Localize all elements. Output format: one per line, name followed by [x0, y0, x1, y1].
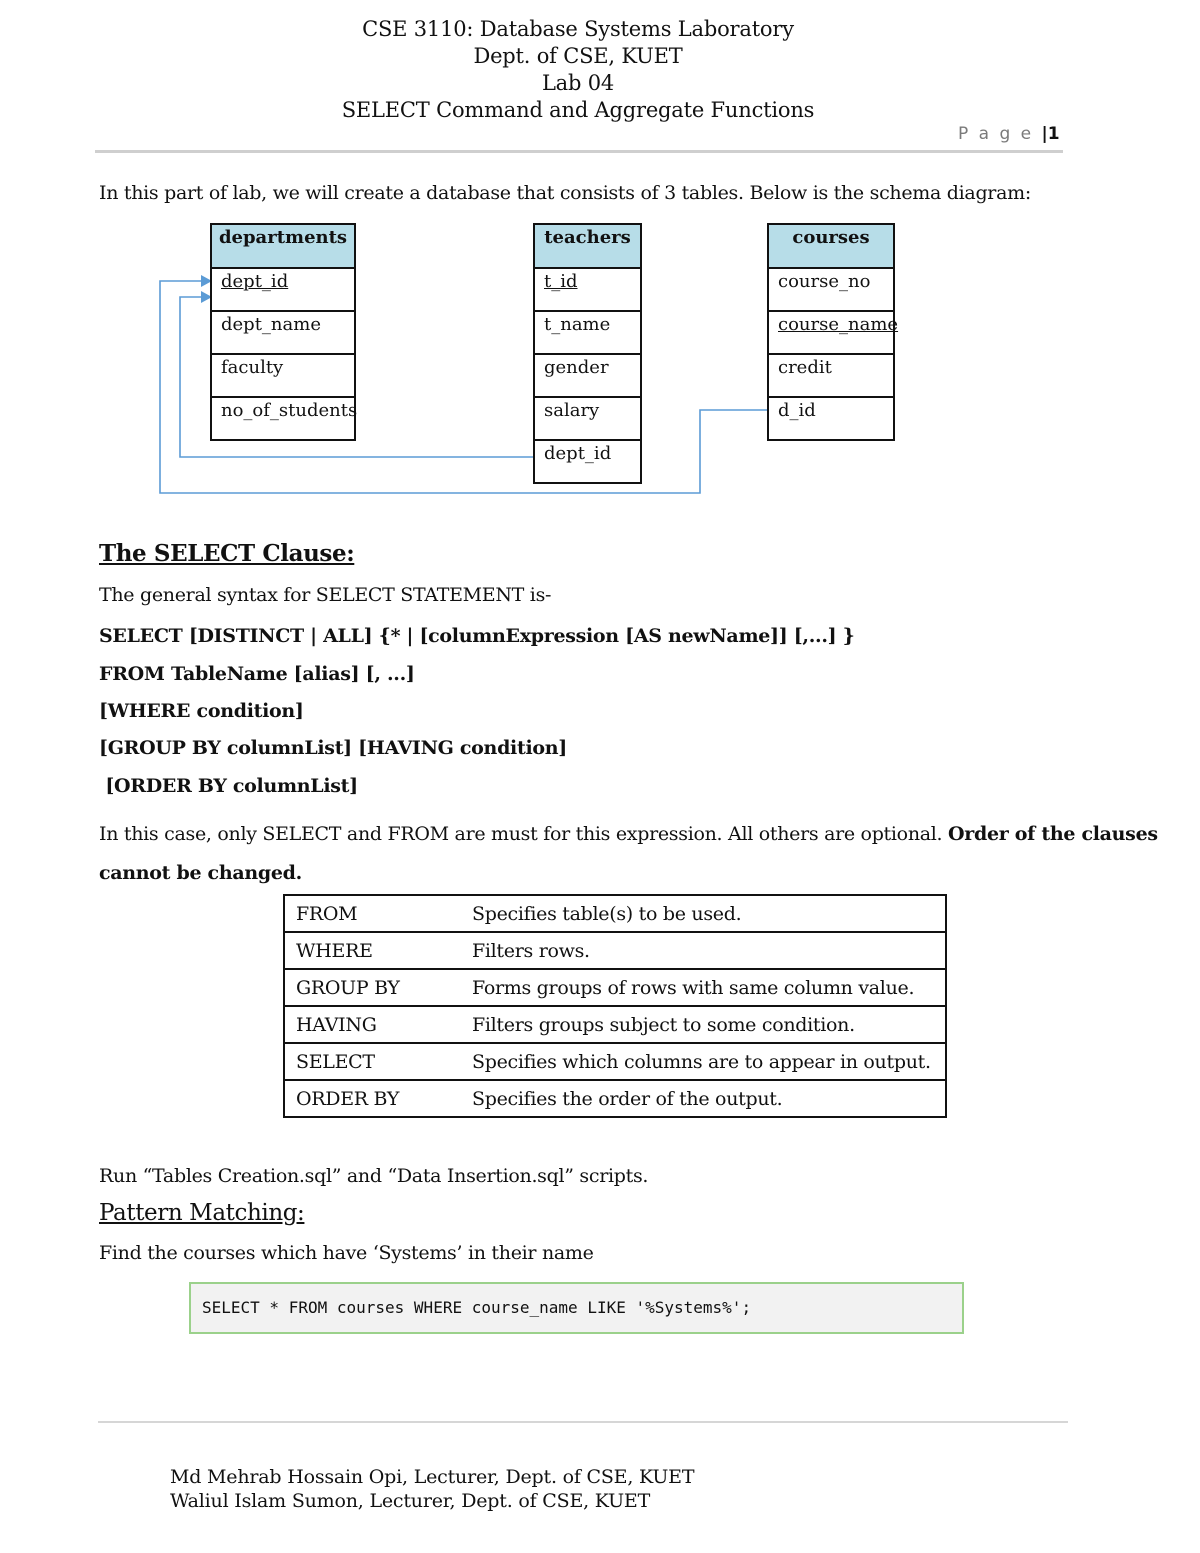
- syntax-line-from: FROM TableName [alias] [, ...]: [99, 663, 415, 685]
- field-course-name: [769, 312, 899, 355]
- clause-cell: FROM: [284, 895, 461, 932]
- page-separator: |: [1041, 124, 1048, 144]
- syntax-intro: The general syntax for SELECT STATEMENT is-: [99, 584, 552, 606]
- clause-cell: SELECT: [284, 1043, 461, 1080]
- clause-cell: GROUP BY: [284, 969, 461, 1006]
- field-credit: credit: [769, 355, 893, 398]
- teachers-header: teachers: [535, 225, 640, 269]
- field-t-id: [535, 269, 640, 312]
- description-cell: Forms groups of rows with same column value.: [461, 969, 946, 1006]
- footer-divider: [98, 1421, 1068, 1423]
- table-row: [284, 932, 946, 969]
- syntax-line-order-by: [ORDER BY columnList]: [99, 775, 358, 797]
- description-cell: Specifies the order of the output.: [461, 1080, 946, 1117]
- description-cell: Filters groups subject to some condition.: [461, 1006, 946, 1043]
- field-course-name-label: course_name: [778, 314, 899, 335]
- field-faculty: faculty: [212, 355, 354, 398]
- select-clause-heading: The SELECT Clause:: [99, 540, 355, 567]
- clause-order-note: [99, 822, 1158, 846]
- author-2: Waliul Islam Sumon, Lecturer, Dept. of CSE, KUET: [170, 1490, 651, 1512]
- author-1: Md Mehrab Hossain Opi, Lecturer, Dept. of CSE, KUET: [170, 1466, 695, 1488]
- departments-header: departments: [212, 225, 354, 269]
- clause-description-table: [283, 894, 947, 1118]
- field-salary: salary: [535, 398, 640, 441]
- table-row: [284, 895, 946, 932]
- field-teacher-dept-id: dept_id: [544, 443, 612, 464]
- field-t-name: t_name: [535, 312, 640, 355]
- syntax-line-group-by: [GROUP BY columnList] [HAVING condition]: [99, 737, 567, 759]
- table-row: [284, 1043, 946, 1080]
- description-cell: Filters rows.: [461, 932, 946, 969]
- field-course-no: course_no: [769, 269, 893, 312]
- intro-paragraph: In this part of lab, we will create a database that consists of 3 tables. Below is the schema diagram:: [99, 182, 1031, 204]
- clause-cell: WHERE: [284, 932, 461, 969]
- description-cell: Specifies which columns are to appear in output.: [461, 1043, 946, 1080]
- run-scripts-instruction: Run “Tables Creation.sql” and “Data Insertion.sql” scripts.: [99, 1165, 649, 1187]
- syntax-line-where: [WHERE condition]: [99, 700, 304, 722]
- lab-topic: SELECT Command and Aggregate Functions: [341, 98, 815, 122]
- clause-order-note-bold: Order of the clauses: [948, 823, 1158, 845]
- field-dept-id: [212, 269, 354, 312]
- lab-number: Lab 04: [541, 71, 615, 95]
- field-no-of-students: no_of_students: [221, 400, 358, 421]
- field-dept-id-label: dept_id: [221, 271, 289, 292]
- course-title: CSE 3110: Database Systems Laboratory: [362, 17, 794, 41]
- field-d-id: d_id: [778, 400, 816, 421]
- field-t-id-label: t_id: [544, 271, 578, 292]
- page-number-value: 1: [1047, 124, 1060, 144]
- courses-table: [767, 223, 899, 441]
- pattern-matching-description: Find the courses which have ‘Systems’ in their name: [99, 1242, 594, 1264]
- table-row: [284, 969, 946, 1006]
- syntax-line-select: SELECT [DISTINCT | ALL] {* | [columnExpression [AS newName]] [,...] }: [99, 625, 855, 647]
- departments-table: [210, 223, 356, 441]
- pattern-matching-heading: Pattern Matching:: [99, 1200, 305, 1226]
- clause-order-note-bold-continued: cannot be changed.: [99, 862, 302, 884]
- clause-cell: HAVING: [284, 1006, 461, 1043]
- clause-order-note-text: In this case, only SELECT and FROM are must for this expression. All others are optional.: [99, 823, 943, 845]
- page-label: P a g e: [958, 124, 1034, 144]
- field-gender: gender: [535, 355, 640, 398]
- table-row: [284, 1006, 946, 1043]
- department-line: Dept. of CSE, KUET: [473, 44, 683, 68]
- table-row: [284, 1080, 946, 1117]
- clause-cell: ORDER BY: [284, 1080, 461, 1117]
- sql-code-block: SELECT * FROM courses WHERE course_name LIKE '%Systems%';: [189, 1282, 964, 1334]
- field-dept-name: dept_name: [212, 312, 354, 355]
- teachers-table: [533, 223, 642, 484]
- courses-header: courses: [769, 225, 893, 269]
- description-cell: Specifies table(s) to be used.: [461, 895, 946, 932]
